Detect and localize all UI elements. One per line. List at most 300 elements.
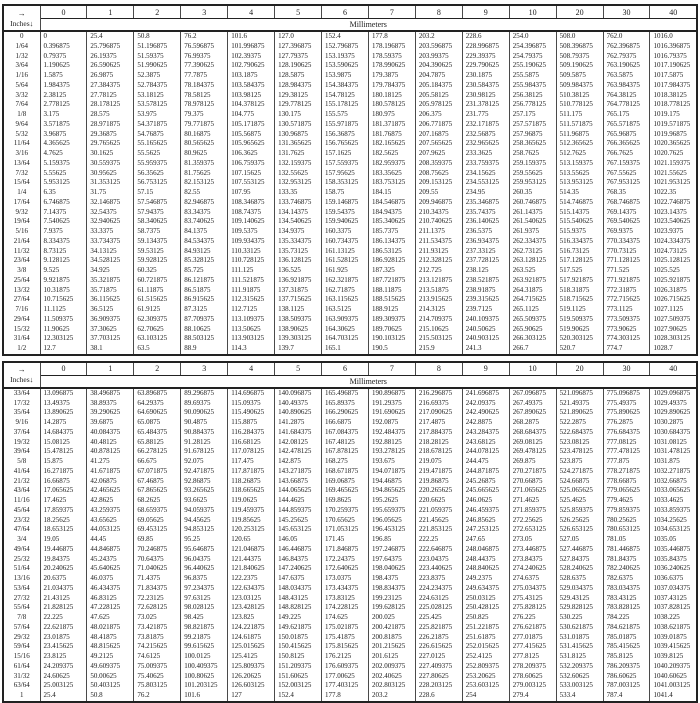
mm-value-cell: 254.396875	[509, 42, 556, 52]
mm-value-cell: 269.875	[509, 457, 556, 467]
mm-value-cell: 144.4625	[275, 496, 322, 506]
mm-value-cell: 127.396875	[275, 42, 322, 52]
mm-value-cell: 260.746875	[509, 198, 556, 208]
table-row	[3, 428, 697, 438]
mm-value-cell: 211.1375	[415, 227, 462, 237]
mm-value-cell: 765.96875	[603, 130, 650, 140]
table-row	[3, 603, 697, 613]
mm-value-cell: 139.303125	[275, 334, 322, 344]
mm-value-cell: 119.459375	[228, 506, 275, 516]
mm-value-cell: 158.75	[322, 188, 369, 198]
mm-value-cell: 160.734375	[322, 237, 369, 247]
mm-value-cell: 106.759375	[228, 159, 275, 169]
mm-value-cell: 774.303125	[603, 334, 650, 344]
mm-value-cell: 22.621875	[40, 623, 87, 633]
fraction-label-cell: 9/32	[15, 207, 28, 216]
table-upper-body	[3, 31, 697, 355]
mm-value-cell: 139.7	[275, 344, 322, 355]
mm-value-cell: 169.06875	[322, 477, 369, 487]
fraction-label-cell: 5/8	[17, 457, 27, 465]
mm-value-cell: 240.50625	[462, 325, 509, 335]
mm-value-cell: 526.25625	[556, 516, 603, 526]
mm-value-cell: 42.06875	[87, 477, 134, 487]
table-row	[3, 100, 697, 110]
fraction-label-cell: 11/32	[13, 246, 30, 255]
mm-value-cell: 96.8375	[181, 574, 228, 584]
table-row	[3, 477, 697, 487]
mm-value-cell: 74.215625	[134, 642, 181, 652]
mm-value-cell: 105.56875	[228, 130, 275, 140]
mm-value-cell: 1032.271875	[650, 467, 697, 477]
mm-value-cell: 219.471875	[415, 467, 462, 477]
mm-value-cell: 212.725	[415, 266, 462, 276]
column-header-inches-4: 4	[228, 362, 275, 376]
millimeters-label: Millimeters	[40, 375, 697, 388]
mm-value-cell: 34.13125	[87, 247, 134, 257]
table-row	[3, 178, 697, 188]
mm-value-cell: 28.971875	[87, 120, 134, 130]
mm-value-cell: 46.0375	[87, 574, 134, 584]
mm-value-cell: 247.253125	[462, 525, 509, 535]
fraction-label-cell: 33/64	[13, 388, 30, 397]
mm-value-cell: 89.296875	[181, 388, 228, 399]
fraction-label-cell: 11/16	[13, 496, 30, 504]
mm-value-cell: 63.896875	[134, 388, 181, 399]
mm-value-cell: 75.40625	[134, 672, 181, 682]
mm-value-cell: 1031.478125	[650, 447, 697, 457]
mm-value-cell: 135.334375	[275, 237, 322, 247]
table-row	[3, 662, 697, 672]
mm-value-cell: 780.653125	[603, 525, 650, 535]
mm-value-cell: 108.346875	[228, 198, 275, 208]
mm-value-cell: 1023.14375	[650, 208, 697, 218]
mm-value-cell: 59.134375	[134, 237, 181, 247]
inches-down-label: Inches↓	[10, 375, 34, 385]
mm-value-cell: 142.875	[275, 457, 322, 467]
mm-value-cell: 158.353125	[322, 178, 369, 188]
mm-value-cell: 257.571875	[509, 120, 556, 130]
column-header-inches-1: 1	[87, 362, 134, 376]
mm-value-cell: 117.475	[228, 457, 275, 467]
mm-value-cell: 204.390625	[415, 61, 462, 71]
mm-value-cell: 98.028125	[181, 603, 228, 613]
fraction-label-cell: 5/32	[15, 129, 28, 138]
mm-value-cell: 73.025	[134, 613, 181, 623]
table-row	[3, 486, 697, 496]
mm-value-cell: 517.921875	[556, 276, 603, 286]
mm-value-cell: 203.99375	[415, 52, 462, 62]
mm-value-cell: 32.940625	[87, 217, 134, 227]
mm-value-cell: 5.159375	[40, 159, 87, 169]
mm-value-cell: 186.53125	[368, 247, 415, 257]
mm-value-cell: 1019.96875	[650, 130, 697, 140]
mm-value-cell: 1029.890625	[650, 408, 697, 418]
fraction-label-cell: 1	[20, 691, 24, 699]
mm-value-cell: 269.08125	[509, 438, 556, 448]
mm-value-cell: 233.3625	[462, 149, 509, 159]
mm-value-cell: 1017.5875	[650, 71, 697, 81]
mm-value-cell: 783.828125	[603, 603, 650, 613]
table-row	[3, 642, 697, 652]
mm-value-cell: 265.509375	[509, 315, 556, 325]
mm-value-cell: 65.484375	[134, 428, 181, 438]
mm-value-cell: 63.5	[134, 344, 181, 355]
mm-value-cell: 1027.1125	[650, 305, 697, 315]
mm-value-cell: 50.8	[87, 691, 134, 702]
table-row	[3, 467, 697, 477]
mm-value-cell: 155.575	[322, 110, 369, 120]
mm-value-cell: 206.375	[415, 110, 462, 120]
mm-value-cell: 57.94375	[134, 208, 181, 218]
mm-value-cell: 510.778125	[556, 100, 603, 110]
mm-value-cell: 178.196875	[368, 42, 415, 52]
mm-value-cell: 250.825	[462, 613, 509, 623]
mm-value-cell: 248.840625	[462, 564, 509, 574]
mm-value-cell: 221.853125	[415, 525, 462, 535]
fraction-label-cell: 43/64	[13, 486, 30, 495]
mm-value-cell: 198.040625	[368, 564, 415, 574]
mm-value-cell: 509.984375	[556, 81, 603, 91]
mm-value-cell: 1031.875	[650, 457, 697, 467]
mm-value-cell: 147.240625	[275, 564, 322, 574]
mm-value-cell: 256.778125	[509, 100, 556, 110]
mm-value-cell: 240.903125	[462, 334, 509, 344]
table-row	[3, 315, 697, 325]
mm-value-cell: 200.421875	[368, 623, 415, 633]
mm-value-cell: 110.33125	[228, 247, 275, 257]
mm-value-cell: 766.365625	[603, 139, 650, 149]
mm-value-cell: 11.1125	[40, 305, 87, 315]
fraction-label-cell: 49/64	[13, 544, 30, 553]
mm-value-cell: 36.909375	[87, 315, 134, 325]
table-row	[3, 672, 697, 682]
mm-value-cell: 174.228125	[322, 603, 369, 613]
mm-value-cell: 58.7375	[134, 227, 181, 237]
mm-value-cell: 1021.953125	[650, 178, 697, 188]
mm-value-cell: 533.4	[556, 691, 603, 702]
mm-value-cell: 188.11875	[368, 286, 415, 296]
mm-value-cell: 113.903125	[228, 334, 275, 344]
mm-value-cell: 199.628125	[368, 603, 415, 613]
mm-value-cell: 112.315625	[228, 295, 275, 305]
mm-value-cell: 171.053125	[322, 525, 369, 535]
mm-value-cell: 129.778125	[275, 100, 322, 110]
mm-value-cell: 128.984375	[275, 81, 322, 91]
mm-value-cell: 772.31875	[603, 286, 650, 296]
mm-value-cell: 7.540625	[40, 217, 87, 227]
mm-value-cell: 26.19375	[87, 52, 134, 62]
mm-value-cell: 767.953125	[603, 178, 650, 188]
mm-value-cell: 783.034375	[603, 584, 650, 594]
mm-value-cell: 785.01875	[603, 633, 650, 643]
mm-value-cell: 77.7875	[181, 71, 228, 81]
mm-value-cell: 123.428125	[228, 603, 275, 613]
mm-value-cell: 216.296875	[415, 388, 462, 399]
mm-value-cell: 86.121875	[181, 276, 228, 286]
mm-value-cell: 184.94375	[368, 208, 415, 218]
mm-value-cell: 269.478125	[509, 447, 556, 457]
mm-value-cell: 512.7625	[556, 149, 603, 159]
table-row	[3, 691, 697, 702]
mm-value-cell: 236.5375	[462, 227, 509, 237]
mm-value-cell: 779.065625	[603, 486, 650, 496]
mm-value-cell: 118.26875	[228, 477, 275, 487]
mm-value-cell: 114.3	[228, 344, 275, 355]
column-header-row	[3, 362, 697, 376]
mm-value-cell: 151.60625	[275, 672, 322, 682]
mm-value-cell: 1021.159375	[650, 159, 697, 169]
mm-value-cell: 1022.35	[650, 188, 697, 198]
mm-value-cell: 150.415625	[275, 642, 322, 652]
mm-value-cell: 127.0	[275, 31, 322, 42]
mm-value-cell: 238.125	[462, 266, 509, 276]
column-header-inches-30: 30	[603, 5, 650, 19]
mm-value-cell: 87.709375	[181, 315, 228, 325]
mm-value-cell: 6.746875	[40, 198, 87, 208]
mm-value-cell: 259.55625	[509, 169, 556, 179]
table-row	[3, 227, 697, 237]
mm-value-cell: 1035.05	[650, 535, 697, 545]
mm-value-cell: 23.8125	[40, 652, 87, 662]
mm-value-cell: 511.175	[556, 110, 603, 120]
mm-value-cell: 181.76875	[368, 130, 415, 140]
mm-value-cell: 154.78125	[322, 91, 369, 101]
mm-value-cell: 1027.90625	[650, 325, 697, 335]
table-row	[3, 295, 697, 305]
mm-value-cell: 1029.49375	[650, 399, 697, 409]
mm-value-cell: 508.396875	[556, 42, 603, 52]
mm-value-cell: 137.31875	[275, 286, 322, 296]
table-row	[3, 388, 697, 399]
mm-value-cell: 1019.571875	[650, 120, 697, 130]
table-row	[3, 564, 697, 574]
fraction-label-cell: 25/64	[13, 275, 30, 284]
mm-value-cell: 516.73125	[556, 247, 603, 257]
mm-value-cell: 120.253125	[228, 525, 275, 535]
fraction-label-cell: 27/32	[13, 593, 30, 602]
mm-value-cell: 144.859375	[275, 506, 322, 516]
mm-value-cell: 248.046875	[462, 545, 509, 555]
mm-value-cell: 148.034375	[275, 584, 322, 594]
table-row	[3, 584, 697, 594]
mm-value-cell: 39.290625	[87, 408, 134, 418]
mm-value-cell: 86.915625	[181, 295, 228, 305]
mm-value-cell: 769.14375	[603, 208, 650, 218]
fraction-label-cell: 23/64	[13, 256, 30, 265]
mm-value-cell: 28.575	[87, 110, 134, 120]
mm-value-cell: 513.953125	[556, 178, 603, 188]
mm-value-cell: 13.096875	[40, 388, 87, 399]
mm-value-cell: 217.090625	[415, 408, 462, 418]
mm-value-cell: 770.334375	[603, 237, 650, 247]
fraction-label-cell: 1/8	[17, 110, 27, 118]
fraction-label-cell: 5/64	[15, 80, 28, 89]
mm-value-cell: 229.790625	[462, 61, 509, 71]
mm-value-cell: 15.478125	[40, 447, 87, 457]
mm-value-cell: 263.921875	[509, 276, 556, 286]
mm-value-cell: 32.54375	[87, 208, 134, 218]
mm-value-cell: 776.2875	[603, 418, 650, 428]
mm-value-cell: 80.16875	[181, 130, 228, 140]
mm-value-cell: 28.178125	[87, 100, 134, 110]
mm-value-cell: 252.809375	[462, 662, 509, 672]
mm-value-cell: 52.784375	[134, 81, 181, 91]
mm-value-cell: 81.359375	[181, 159, 228, 169]
mm-value-cell: 203.2	[368, 691, 415, 702]
mm-value-cell: 1037.828125	[650, 603, 697, 613]
corner-header-cell	[3, 362, 40, 388]
fraction-label-cell: 57/64	[13, 622, 30, 631]
mm-value-cell: 1028.303125	[650, 334, 697, 344]
mm-value-cell: 142.478125	[275, 447, 322, 457]
table-row	[3, 169, 697, 179]
mm-value-cell: 1028.7	[650, 344, 697, 355]
mm-value-cell: 210.34375	[415, 208, 462, 218]
mm-value-cell: 175.41875	[322, 633, 369, 643]
mm-value-cell: 786.209375	[603, 662, 650, 672]
mm-value-cell: 74.6125	[134, 652, 181, 662]
table-row	[3, 623, 697, 633]
fraction-label-cell: 39/64	[13, 447, 30, 456]
mm-value-cell: 13.890625	[40, 408, 87, 418]
mm-value-cell: 1041.4	[650, 691, 697, 702]
mm-value-cell: 131.7625	[275, 149, 322, 159]
mm-value-cell: 125.015625	[228, 642, 275, 652]
mm-value-cell: 153.590625	[322, 61, 369, 71]
mm-value-cell: 1030.2875	[650, 418, 697, 428]
mm-value-cell: 1041.003125	[650, 681, 697, 691]
mm-value-cell: 149.225	[275, 613, 322, 623]
mm-value-cell: 138.1125	[275, 305, 322, 315]
mm-value-cell: 173.83125	[322, 594, 369, 604]
mm-value-cell: 217.884375	[415, 428, 462, 438]
fraction-label-cell: 29/64	[13, 314, 30, 323]
mm-value-cell: 117.871875	[228, 467, 275, 477]
mm-value-cell: 267.890625	[509, 408, 556, 418]
mm-value-cell: 46.83125	[87, 594, 134, 604]
mm-value-cell: 784.621875	[603, 623, 650, 633]
mm-value-cell: 527.446875	[556, 545, 603, 555]
mm-value-cell: 9.128125	[40, 256, 87, 266]
mm-value-cell: 84.93125	[181, 247, 228, 257]
mm-value-cell: 176.2125	[322, 652, 369, 662]
mm-value-cell: 1037.034375	[650, 584, 697, 594]
mm-value-cell: 169.8625	[322, 496, 369, 506]
mm-value-cell: 18.653125	[40, 525, 87, 535]
mm-value-cell: 1034.25625	[650, 516, 697, 526]
mm-value-cell: 1027.509375	[650, 315, 697, 325]
mm-value-cell: 227.80625	[415, 672, 462, 682]
mm-value-cell: 2.38125	[40, 91, 87, 101]
mm-value-cell: 243.284375	[462, 428, 509, 438]
mm-value-cell: 143.66875	[275, 477, 322, 487]
table-row	[3, 71, 697, 81]
mm-value-cell: 771.128125	[603, 256, 650, 266]
mm-value-cell: 76.99375	[181, 52, 228, 62]
table-row	[3, 525, 697, 535]
table-row	[3, 188, 697, 198]
mm-value-cell: 68.659375	[134, 506, 181, 516]
fraction-label-cell: 47/64	[13, 525, 30, 534]
mm-value-cell: 515.14375	[556, 208, 603, 218]
mm-value-cell: 205.58125	[415, 91, 462, 101]
mm-value-cell: 0.396875	[40, 42, 87, 52]
mm-value-cell: 1038.621875	[650, 623, 697, 633]
mm-value-cell: 218.28125	[415, 438, 462, 448]
mm-value-cell: 165.89375	[322, 399, 369, 409]
mm-value-cell: 519.90625	[556, 325, 603, 335]
mm-value-cell: 136.525	[275, 266, 322, 276]
mm-value-cell: 171.846875	[322, 545, 369, 555]
column-header-inches-20: 20	[556, 362, 603, 376]
mm-value-cell: 529.034375	[556, 584, 603, 594]
mm-value-cell: 30.95625	[87, 169, 134, 179]
mm-value-cell: 173.434375	[322, 584, 369, 594]
fraction-label-cell: 1/2	[17, 344, 27, 352]
mm-value-cell: 121.44375	[228, 555, 275, 565]
mm-value-cell: 26.590625	[87, 61, 134, 71]
mm-value-cell: 42.465625	[87, 486, 134, 496]
mm-value-cell: 66.675	[134, 457, 181, 467]
fraction-label-cell: 7/8	[17, 613, 27, 621]
mm-value-cell: 235.74375	[462, 208, 509, 218]
mm-value-cell: 764.778125	[603, 100, 650, 110]
mm-value-cell: 40.084375	[87, 428, 134, 438]
mm-value-cell: 228.996875	[462, 42, 509, 52]
mm-value-cell: 157.559375	[322, 159, 369, 169]
table-row	[3, 438, 697, 448]
mm-value-cell: 249.634375	[462, 584, 509, 594]
mm-value-cell: 1035.84375	[650, 555, 697, 565]
mm-value-cell: 769.540625	[603, 217, 650, 227]
table-row	[3, 237, 697, 247]
mm-value-cell: 255.5875	[509, 71, 556, 81]
mm-value-cell: 1026.31875	[650, 286, 697, 296]
mm-value-cell: 186.134375	[368, 237, 415, 247]
mm-value-cell: 514.35	[556, 188, 603, 198]
fraction-label-cell: 7/16	[15, 305, 28, 313]
mm-value-cell: 218.678125	[415, 447, 462, 457]
mm-value-cell: 244.078125	[462, 447, 509, 457]
mm-value-cell: 211.534375	[415, 237, 462, 247]
mm-value-cell: 15.08125	[40, 438, 87, 448]
mm-value-cell: 41.671875	[87, 467, 134, 477]
fraction-label-cell: 15/64	[13, 178, 30, 187]
mm-value-cell: 515.9375	[556, 227, 603, 237]
mm-value-cell: 1039.8125	[650, 652, 697, 662]
mm-value-cell: 116.284375	[228, 428, 275, 438]
mm-value-cell: 254	[462, 691, 509, 702]
mm-value-cell: 765.175	[603, 110, 650, 120]
fraction-label-cell: 11/64	[13, 139, 30, 148]
mm-value-cell: 1.984375	[40, 81, 87, 91]
mm-value-cell: 784.225	[603, 613, 650, 623]
mm-value-cell: 135.73125	[275, 247, 322, 257]
table-row	[3, 266, 697, 276]
mm-value-cell: 222.25	[415, 535, 462, 545]
mm-value-cell: 23.415625	[40, 642, 87, 652]
table-row	[3, 198, 697, 208]
table-row	[3, 305, 697, 315]
mm-value-cell: 81.75625	[181, 169, 228, 179]
mm-value-cell: 25.796875	[87, 42, 134, 52]
mm-value-cell: 519.509375	[556, 315, 603, 325]
mm-value-cell: 170.65625	[322, 516, 369, 526]
mm-value-cell: 140.49375	[275, 399, 322, 409]
fraction-label-cell: 7/64	[15, 100, 28, 109]
mm-value-cell: 778.66875	[603, 477, 650, 487]
column-header-inches-2: 2	[134, 362, 181, 376]
